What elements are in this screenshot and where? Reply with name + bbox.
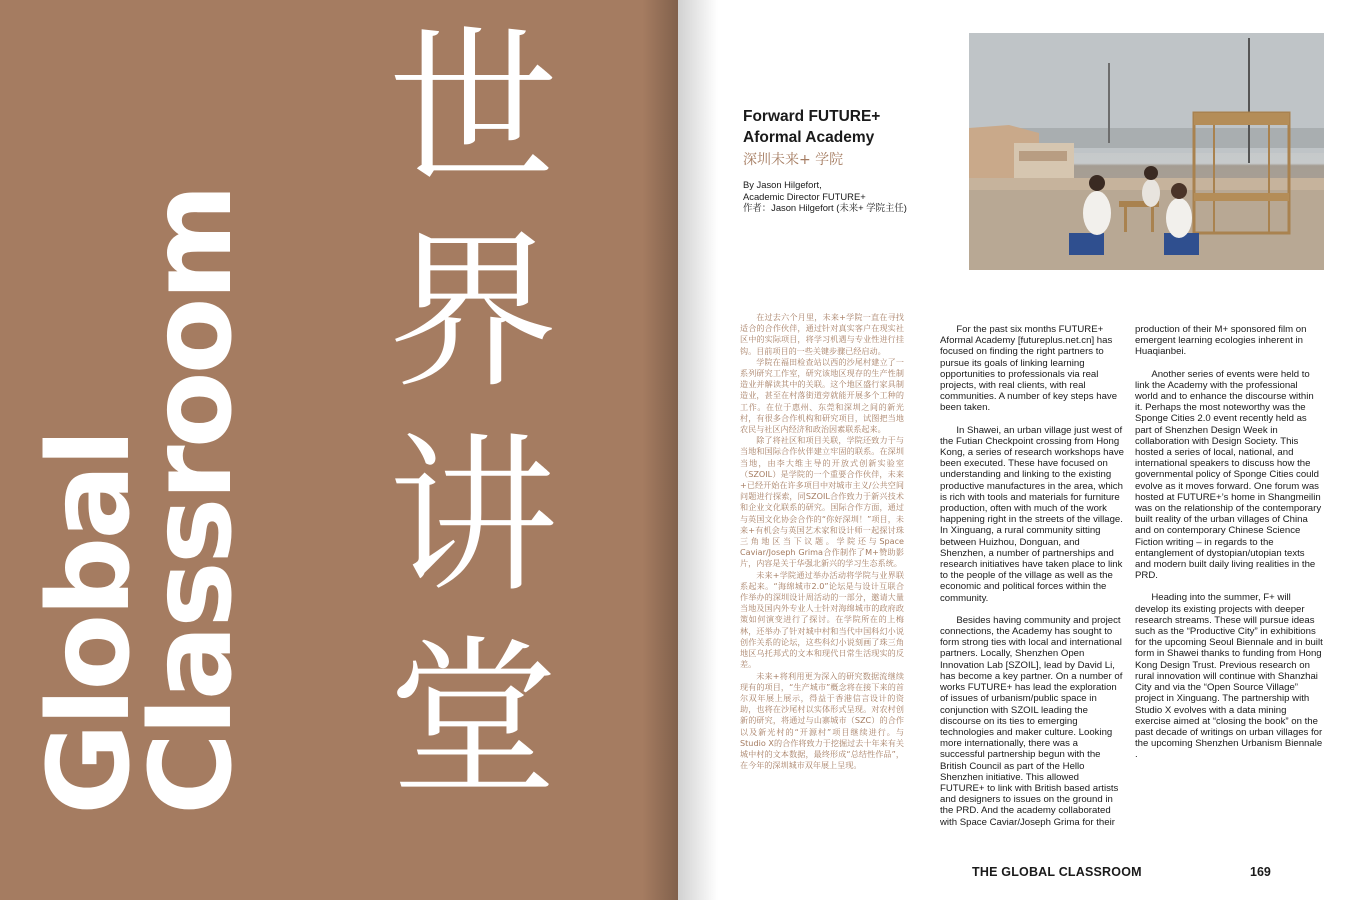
heading-chinese: 深圳未来+ 学院 xyxy=(743,152,844,168)
running-footer-title: THE GLOBAL CLASSROOM xyxy=(972,865,1142,879)
title-line-classroom: Classroom xyxy=(127,186,257,815)
cn-title-char: 世 xyxy=(387,11,558,209)
right-page xyxy=(678,0,1357,900)
cn-paragraph: 在过去六个月里，未来+学院一直在寻找适合的合作伙伴，通过针对真实客户在现实社区中的实际项目，将学习机遇与专业性进行挂钩。目前项目的一些关键步骤已经启动。 xyxy=(740,312,904,356)
photo-illustration xyxy=(969,33,1324,270)
left-page xyxy=(0,0,678,900)
cn-title-char: 堂 xyxy=(387,620,558,819)
cn-paragraph: 未来+将利用更为深入的研究数据流继续现有的项目，“生产城市”概念将在接下来的首尔双年展上展示，得益于香港信言设计的资助，也将在沙尾村以实体形式呈现。对农村创新的研究，将通过与山寨城市（SZC）的合作以及新光村的“开源村”项目继续进行。与Studio X的合作将致力于挖掘过去十年来有关城中村的文本数据，最终形成“总结性作品”，在今年的深圳城市双年展上呈现。 xyxy=(740,670,904,771)
cn-title-char: 界 xyxy=(387,214,558,413)
heading-line-2: Aformal Academy xyxy=(743,129,875,146)
en-paragraph: Besides having community and project connections, the Academy has sought to form strong ties with local and international partners. Locally, Shenzhen Open Innovation Lab [SZOIL], lead by David Li, has become a key partner. On a number of works FUTURE+ has lead the exploration of issues of urbanism/public space in conjunction with SZOIL leading the discourse on its ties to emerging technologies and maker culture. Looking more internationally, there was a successful partnership begun with the British Council as part of the Hello Shenzhen initiative. This allowed FUTURE+ to link with British based artists and designers to issues on the ground in the PRD. And the academy collaborated with Space Caviar/Joseph Grima for their xyxy=(940,614,1123,828)
en-paragraph: Another series of events were held to link the Academy with the professional world and to enhance the discourse within it. Perhaps the most noteworthy was the Sponge Cities 2.0 event recently held as part of Shenzhen Design Week in collaboration with Design Society. This hosted a series of local, national, and international speakers to discuss how the governmental policy of Sponge Cities could evolve as it moves forward. One forum was hosted at FUTURE+’s home in Shangmeilin was on the relationship of the contemporary built reality of the urban villages of China and on contemporary Chinese Science Fiction writing – in regards to the entanglement of dystopian/utopian texts and modern built daily living realities in the PRD. xyxy=(1135,368,1322,582)
article-photo xyxy=(969,33,1324,270)
byline-role: Academic Director FUTURE+ xyxy=(743,190,866,202)
en-paragraph: production of their M+ sponsored film on emergent learning ecologies inherent in Huaqianbei. xyxy=(1135,324,1307,358)
page-number: 169 xyxy=(1250,865,1271,879)
byline xyxy=(743,179,983,214)
byline-chinese: 作者：Jason Hilgefort (未来+ 学院主任) xyxy=(743,202,907,213)
chinese-text-column xyxy=(740,312,904,771)
article-heading xyxy=(743,106,973,171)
vertical-title xyxy=(25,175,257,815)
en-paragraph: In Shawei, an urban village just west of the Futian Checkpoint crossing from Hong Kong, a series of research workshops have been executed. These have focused on understanding and linking to the existing productive manufactures in the area, which is rich with tools and materials for furniture production, often with much of the work happening right in the streets of the village. In Xinguang, a rural community sitting between Huizhou, Donguan, and Shenzhen, a number of partnerships and research initiatives have taken place to link to the people of the village as well as the economic and political forces within the community. xyxy=(940,424,1124,604)
title-line-global: Global xyxy=(25,431,155,815)
english-text-column-2 xyxy=(1135,324,1323,772)
cn-paragraph: 学院在福田检查站以西的沙尾村建立了一系列研究工作室，研究该地区现存的生产性制造业并解读其中的关联。这个地区盛行家具制造业，甚至在村落街道旁就能开展多个工种的工作。在位于惠州、东莞和深圳之间的新光村，有很多合作机构和研究项目，试图把当地农民与社区内经济和政治因素联系起来。 xyxy=(740,356,904,435)
en-paragraph: Heading into the summer, F+ will develop its existing projects with deeper research streams. These will pursue ideas such as the “Productive City” in exhibitions for the upcoming Seoul Biennale and in built form in Shawei thanks to funding from Hong Kong Design Trust. Previous research on rural innovation will continue with Shanzhai City and via the “Open Source Village” project in Xinguang. The partnership with Studio X evolves with a data mining exercise aimed at “closing the book” on the past decade of writings on urban villages for the upcoming Shenzhen Urbanism Biennale . xyxy=(1135,592,1323,761)
heading-line-1: Forward FUTURE+ xyxy=(743,108,881,125)
english-text-column-1 xyxy=(940,324,1125,839)
chinese-vertical-title xyxy=(378,11,568,819)
gutter-shadow xyxy=(642,0,678,900)
cn-paragraph: 除了将社区和项目关联，学院还致力于与当地和国际合作伙伴建立牢固的联系。在深圳当地，由李大维主导的开放式创新实验室（SZOIL）是学院的一个重要合作伙伴，未来+已经开始在许多项目中对城市主义/公共空间问题进行探索，同SZOIL合作致力于新兴技术和企业文化联系的研究。国际合作方面，通过与英国文化协会合作的“你好深圳！”项目，未来+有机会与英国艺术家和设计师一起探讨珠三角地区当下议题。学院还与Space Caviar/Joseph Grima合作制作了M+赞助影片，内容是关于华强北新兴的学习生态系统。 xyxy=(740,435,904,569)
cn-paragraph: 未来+学院通过举办活动将学院与业界联系起来。“海绵城市2.0”论坛是与设计互联合作举办的深圳设计周活动的一部分，邀请大量当地及国内外专业人士针对海绵城市的政府政策如何演变进行了探讨。在学院所在的上梅林，还举办了针对城中村和当代中国科幻小说创作关系的论坛，这些科幻小说刻画了珠三角地区乌托邦式的文本和现代日常生活现实的反差。 xyxy=(740,569,904,670)
en-paragraph: For the past six months FUTURE+ Aformal Academy [futureplus.net.cn] has focused on finding the right partners to pursue its goals of linking learning opportunities to professionals via real projects, with real clients, with real communities. A number of key steps have been taken. xyxy=(940,324,1118,414)
cn-title-char: 讲 xyxy=(387,417,558,616)
gutter-shadow xyxy=(678,0,718,900)
byline-author: By Jason Hilgefort, xyxy=(743,179,822,190)
